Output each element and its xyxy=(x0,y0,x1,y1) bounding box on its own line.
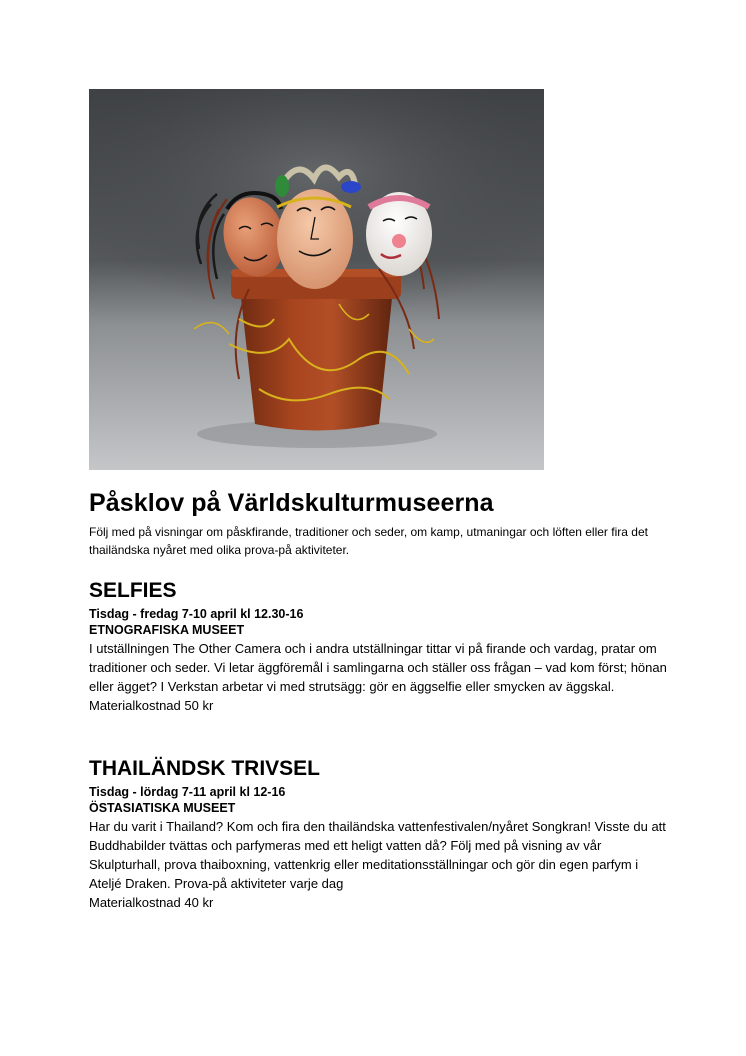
section-title: THAILÄNDSK TRIVSEL xyxy=(89,757,320,780)
section-cost: Materialkostnad 40 kr xyxy=(89,895,214,910)
easter-eggs-photo xyxy=(89,89,544,470)
section-date: Tisdag - lördag 7-11 april kl 12-16 xyxy=(89,785,286,799)
page-title: Påsklov på Världskulturmuseerna xyxy=(89,489,494,517)
section-date: Tisdag - fredag 7-10 april kl 12.30-16 xyxy=(89,607,304,621)
section-selfies xyxy=(89,578,669,715)
section-body: I utställningen The Other Camera och i andra utställningar tittar vi på firande och vardag, pratar om traditioner och seder. Vi letar äggföremål i samlingarna och ställer oss frågan – vad kom först; hönan eller ägget? I Verkstan arbetar vi med strutsägg: gör en äggselfie eller smycken av äggskal. xyxy=(89,641,667,694)
section-body: Har du varit i Thailand? Kom och fira den thailändska vattenfestivalen/nyåret Songkran! Visste du att Buddhabilder tvättas och parfymeras med ett heligt vatten då? Följ med på visning av vår Skulpturhall, prova thaiboxning, vattenkrig eller meditationsställningar och gör din egen parfym i Ateljé Draken. Prova-på aktiviteter varje dag xyxy=(89,819,666,891)
section-venue: ÖSTASIATISKA MUSEET xyxy=(89,801,236,815)
section-venue: ETNOGRAFISKA MUSEET xyxy=(89,623,245,637)
intro-paragraph: Följ med på visningar om påskfirande, traditioner och seder, om kamp, utmaningar och löften eller fira det thailändska nyåret med olika prova-på aktiviteter. xyxy=(89,525,648,557)
section-thailandsk-trivsel xyxy=(89,756,669,912)
section-cost: Materialkostnad 50 kr xyxy=(89,698,214,713)
section-title: SELFIES xyxy=(89,579,177,602)
